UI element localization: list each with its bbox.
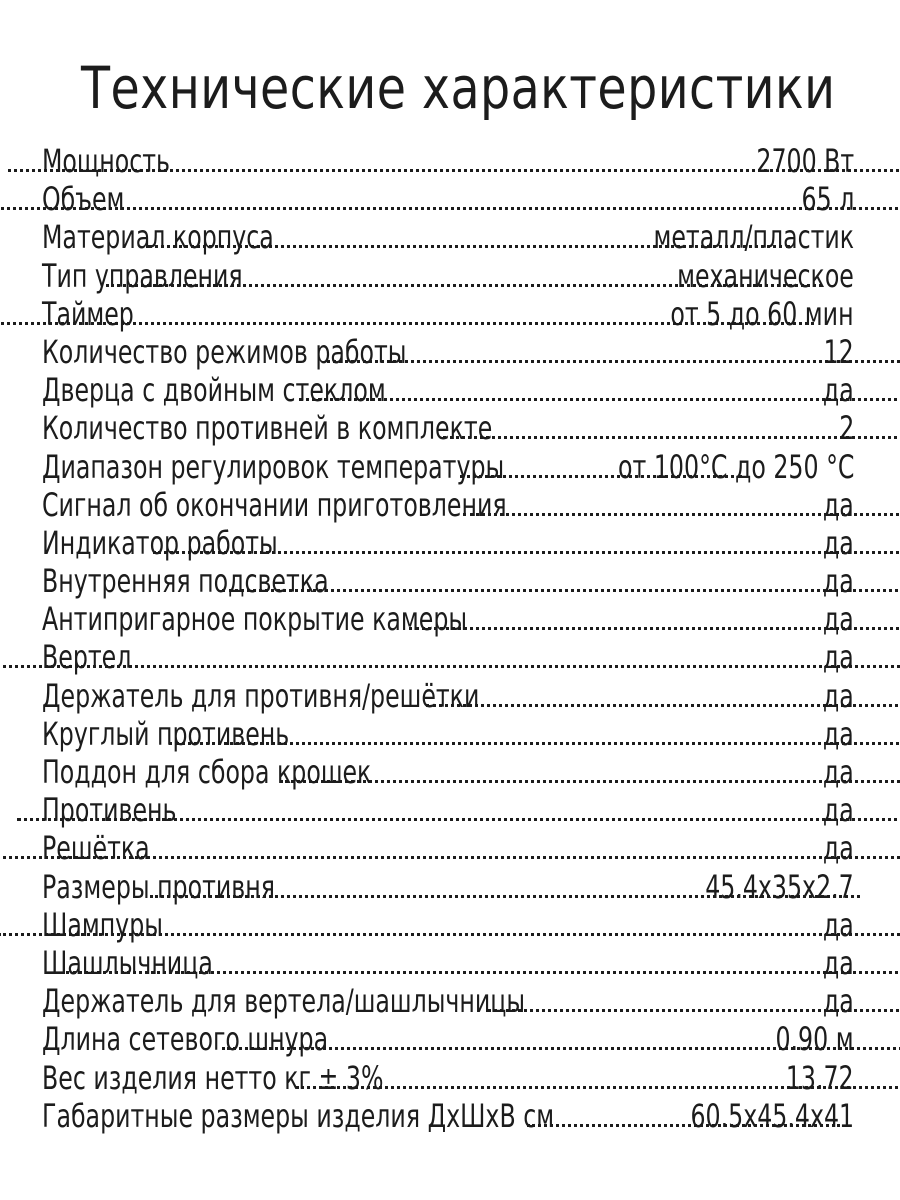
spec-row-tray-holder bbox=[42, 677, 854, 715]
spec-label: Размеры противня bbox=[42, 867, 275, 906]
spec-label: Тип управления bbox=[42, 256, 243, 295]
spec-row-double-glass-door bbox=[42, 371, 854, 409]
spec-row-power bbox=[42, 142, 854, 180]
dotted-leader bbox=[280, 780, 900, 783]
spec-row-rotisserie bbox=[42, 638, 854, 676]
spec-row-tray bbox=[42, 791, 854, 829]
spec-value: 2700 Вт bbox=[756, 142, 854, 180]
spec-value: да bbox=[823, 943, 854, 982]
spec-value: да bbox=[823, 791, 854, 830]
spec-row-spit-holder bbox=[42, 982, 854, 1020]
spec-label: Индикатор работы bbox=[42, 523, 278, 562]
spec-row-volume bbox=[42, 180, 854, 218]
spec-label: Габаритные размеры изделия ДхШхВ см bbox=[42, 1096, 555, 1135]
dotted-leader bbox=[327, 360, 900, 363]
spec-label: Вертел bbox=[42, 638, 132, 677]
dotted-leader bbox=[0, 665, 900, 668]
spec-row-internal-light bbox=[42, 562, 854, 600]
page-title: Технические характеристики bbox=[81, 54, 836, 122]
spec-value: 13.72 bbox=[786, 1058, 854, 1097]
spec-value: 0.90 м bbox=[775, 1020, 854, 1059]
spec-row-body-material bbox=[42, 218, 854, 256]
spec-label: Поддон для сбора крошек bbox=[42, 753, 372, 791]
spec-row-overall-dimensions bbox=[42, 1097, 854, 1135]
spec-value: 60.5х45.4х41 bbox=[690, 1096, 854, 1135]
specs-list bbox=[42, 142, 854, 1135]
spec-row-grill bbox=[42, 829, 854, 867]
spec-label: Вес изделия нетто кг ± 3% bbox=[42, 1058, 384, 1097]
spec-row-timer bbox=[42, 295, 854, 333]
spec-value: да bbox=[823, 485, 854, 524]
spec-row-cord-length bbox=[42, 1020, 854, 1058]
spec-value: от 100°C до 250 °C bbox=[617, 447, 854, 486]
spec-row-crumb-tray bbox=[42, 753, 854, 791]
spec-value: да bbox=[823, 638, 854, 677]
dotted-leader bbox=[443, 436, 900, 439]
spec-row-tray-dimensions bbox=[42, 868, 854, 906]
spec-value: 65 л bbox=[801, 180, 854, 219]
spec-row-shashlik-maker bbox=[42, 944, 854, 982]
spec-label: Шампуры bbox=[42, 905, 163, 944]
spec-row-temperature-range bbox=[42, 448, 854, 486]
dotted-leader bbox=[0, 207, 900, 210]
spec-value: да bbox=[823, 562, 854, 601]
spec-label: Сигнал об окончании приготовления bbox=[42, 485, 507, 524]
spec-row-work-indicator bbox=[42, 524, 854, 562]
spec-value: да bbox=[823, 676, 854, 715]
spec-value: да bbox=[823, 905, 854, 944]
spec-row-net-weight bbox=[42, 1059, 854, 1097]
spec-value: да bbox=[823, 371, 854, 410]
spec-label: Решётка bbox=[42, 829, 150, 868]
spec-label: Противень bbox=[42, 791, 177, 830]
spec-row-control-type bbox=[42, 257, 854, 295]
dotted-leader bbox=[299, 398, 900, 401]
spec-label: Количество режимов работы bbox=[42, 332, 407, 371]
spec-row-round-tray bbox=[42, 715, 854, 753]
spec-label: Длина сетевого шнура bbox=[42, 1020, 329, 1059]
spec-row-modes-count bbox=[42, 333, 854, 371]
spec-value: от 5 до 60 мин bbox=[670, 294, 854, 333]
spec-value: да bbox=[823, 753, 854, 791]
spec-label: Дверца с двойным стеклом bbox=[42, 371, 386, 410]
spec-label: Объем bbox=[42, 180, 125, 219]
spec-label: Мощность bbox=[42, 142, 170, 180]
spec-value: 45.4х35х2.7 bbox=[705, 867, 854, 906]
spec-value: да bbox=[823, 714, 854, 753]
spec-value: да bbox=[823, 523, 854, 562]
spec-row-trays-count bbox=[42, 409, 854, 447]
spec-value: да bbox=[823, 982, 854, 1021]
spec-label: Антипригарное покрытие камеры bbox=[42, 600, 468, 639]
spec-label: Материал корпуса bbox=[42, 218, 274, 257]
spec-label: Шашлычница bbox=[42, 943, 213, 982]
spec-row-skewers bbox=[42, 906, 854, 944]
spec-label: Держатель для противня/решётки bbox=[42, 676, 480, 715]
spec-label: Держатель для вертела/шашлычницы bbox=[42, 982, 526, 1021]
spec-label: Количество противней в комплекте bbox=[42, 409, 493, 448]
spec-label: Внутренняя подсветка bbox=[42, 562, 329, 601]
spec-label: Таймер bbox=[42, 294, 134, 333]
spec-label: Круглый противень bbox=[42, 714, 290, 753]
spec-value: 12 bbox=[823, 332, 854, 371]
spec-value: да bbox=[823, 829, 854, 868]
spec-value: механическое bbox=[677, 256, 854, 295]
spec-row-end-signal bbox=[42, 486, 854, 524]
spec-value: металл/пластик bbox=[653, 218, 854, 257]
spec-value: да bbox=[823, 600, 854, 639]
spec-row-nonstick-coating bbox=[42, 600, 854, 638]
spec-label: Диапазон регулировок температуры bbox=[42, 447, 505, 486]
spec-value: 2 bbox=[838, 409, 854, 448]
